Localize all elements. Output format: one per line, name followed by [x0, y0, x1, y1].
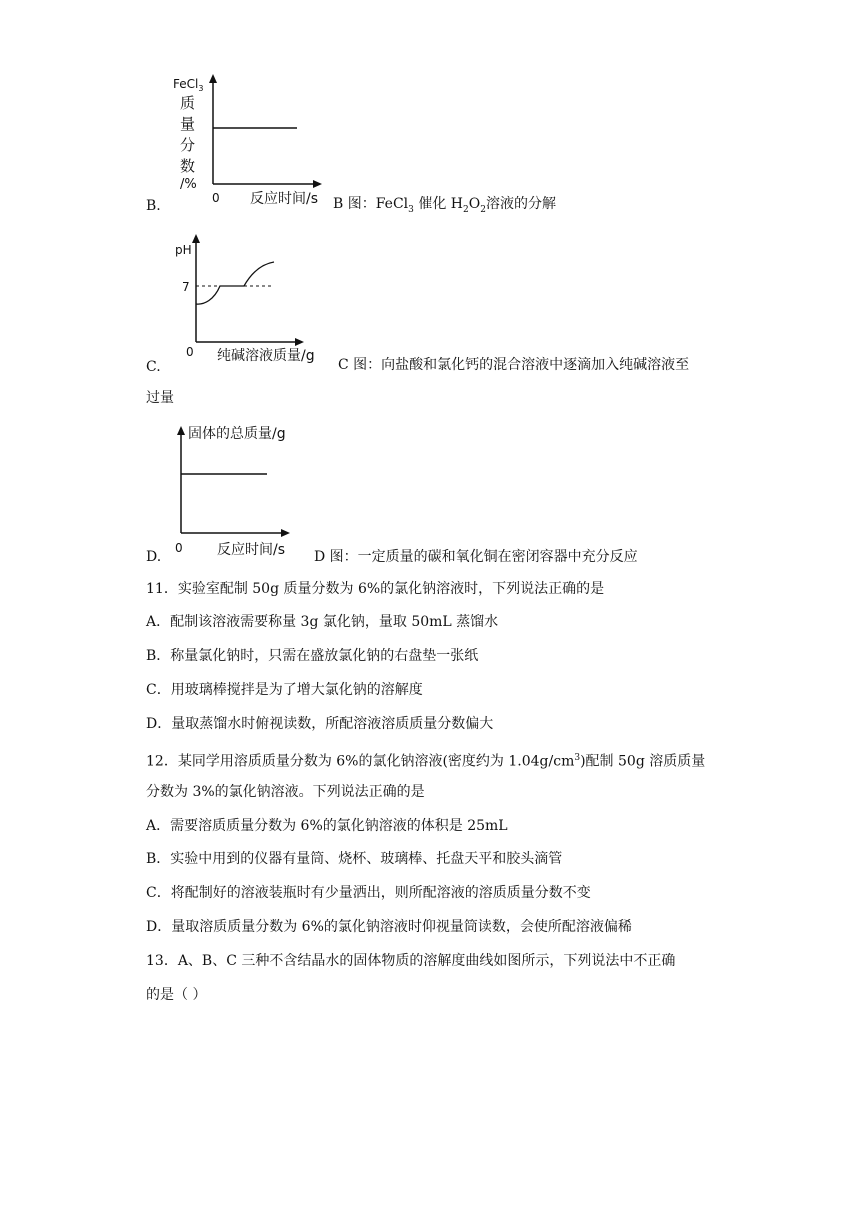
- graph-b-y-char-1: 质: [180, 94, 196, 112]
- graph-b-x-label: 反应时间/s: [250, 191, 319, 207]
- graph-c: [170, 228, 335, 368]
- graph-c-y-tick-7: 7: [182, 280, 190, 294]
- q12-stem-line-1: 12．某同学用溶质质量分数为 6%的氯化钠溶液(密度约为 $1.04g/cm^3$)配制 50g 溶质质量: [146, 753, 706, 770]
- graph-d-x-arrow: [281, 529, 290, 537]
- graph-b: [170, 72, 335, 212]
- graph-b-y-unit: /%: [180, 177, 197, 192]
- q12-stem-line-2: 分数为 3%的氯化钠溶液。下列说法正确的是: [146, 784, 425, 800]
- q11-option-d: D．量取蒸馏水时俯视读数，所配溶液溶质质量分数偏大: [146, 716, 494, 732]
- graph-b-origin: 0: [212, 191, 220, 205]
- graph-c-origin: 0: [186, 345, 194, 359]
- option-c-caption-line-2: 过量: [146, 390, 174, 406]
- q11-option-b: B．称量氯化钠时，只需在盛放氯化钠的右盘垫一张纸: [146, 648, 479, 664]
- q11-stem: 11．实验室配制 50g 质量分数为 6%的氯化钠溶液时，下列说法正确的是: [146, 581, 605, 597]
- graph-b-y-char-3: 分: [180, 136, 196, 154]
- graph-d-y-arrow: [177, 426, 185, 435]
- q12-option-b: B．实验中用到的仪器有量筒、烧杯、玻璃棒、托盘天平和胶头滴管: [146, 851, 563, 867]
- graph-b-x-arrow: [313, 180, 322, 188]
- graph-c-y-arrow: [192, 234, 200, 243]
- q12-option-c: C．将配制好的溶液装瓶时有少量洒出，则所配溶液的溶质质量分数不变: [146, 885, 591, 901]
- q11-option-c: C．用玻璃棒搅拌是为了增大氯化钠的溶解度: [146, 682, 423, 698]
- graph-c-y-label: pH: [175, 243, 192, 257]
- graph-d-y-label: 固体的总质量/g: [188, 426, 286, 442]
- q12-option-d: D．量取溶质质量分数为 6%的氯化钠溶液时仰视量筒读数，会使所配溶液偏稀: [146, 919, 632, 935]
- graph-b-y-char-4: 数: [180, 157, 196, 175]
- option-d-caption: D 图：一定质量的碳和氧化铜在密闭容器中充分反应: [314, 549, 638, 565]
- option-d-letter: D.: [146, 549, 162, 565]
- option-c-caption-line-1: C 图：向盐酸和氯化钙的混合溶液中逐滴加入纯碱溶液至: [338, 357, 690, 373]
- option-c-letter: C.: [146, 359, 161, 375]
- q12-option-a: A．需要溶质质量分数为 6%的氯化钠溶液的体积是 25mL: [146, 818, 508, 834]
- q11-option-a: A．配制该溶液需要称量 3g 氯化钠，量取 50mL 蒸馏水: [146, 614, 499, 630]
- graph-c-x-label: 纯碱溶液质量/g: [217, 348, 315, 364]
- q13-stem-line-2: 的是（ ）: [146, 987, 207, 1003]
- graph-b-y-arrow: [209, 74, 217, 83]
- option-b-letter: B.: [146, 198, 161, 214]
- graph-d-x-label: 反应时间/s: [217, 542, 286, 558]
- graph-b-y-char-2: 量: [180, 115, 196, 133]
- q13-stem-line-1: 13．A、B、C 三种不含结晶水的固体物质的溶解度曲线如图所示，下列说法中不正确: [146, 953, 676, 969]
- graph-d: [170, 420, 335, 560]
- option-b-caption: B 图：FeCl$_3$ 催化 $H_2O_2$溶液的分解: [333, 196, 556, 215]
- graph-b-y-label: FeCl$_3$: [173, 77, 204, 93]
- graph-c-curve: [196, 262, 274, 304]
- graph-c-x-arrow: [295, 338, 304, 346]
- graph-d-origin: 0: [175, 541, 183, 555]
